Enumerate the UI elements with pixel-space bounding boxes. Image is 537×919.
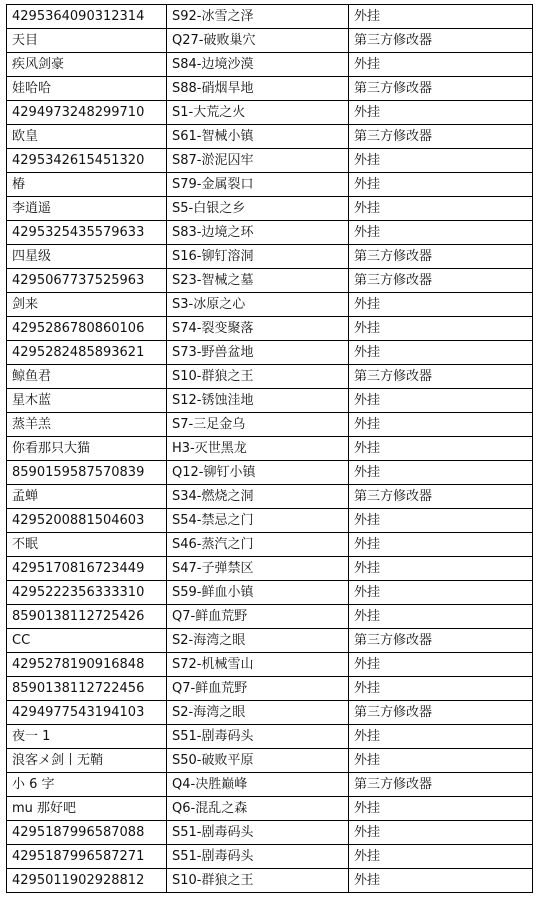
violation-type-cell: 第三方修改器 (349, 773, 533, 797)
player-name-cell: 4295342615451320 (7, 149, 167, 173)
table-row (7, 653, 533, 677)
player-name-cell: 8590138112725426 (7, 605, 167, 629)
player-name-cell: 四星级 (7, 245, 167, 269)
server-cell: S10-群狼之王 (167, 365, 349, 389)
player-name-cell: 4295187996587271 (7, 845, 167, 869)
server-cell: S46-蒸汽之门 (167, 533, 349, 557)
player-name-cell: 4295364090312314 (7, 5, 167, 29)
player-name-cell: 4295011902928812 (7, 869, 167, 893)
table-row (7, 797, 533, 821)
table-row (7, 413, 533, 437)
table-row (7, 509, 533, 533)
table-row (7, 77, 533, 101)
server-cell: S74-裂变聚落 (167, 317, 349, 341)
player-name-cell: 不眠 (7, 533, 167, 557)
player-name-cell: 小 6 字 (7, 773, 167, 797)
table-row (7, 557, 533, 581)
server-cell: S50-破败平原 (167, 749, 349, 773)
table-row (7, 269, 533, 293)
server-cell: S23-智械之墓 (167, 269, 349, 293)
violation-type-cell: 外挂 (349, 605, 533, 629)
violation-type-cell: 外挂 (349, 461, 533, 485)
table-row (7, 293, 533, 317)
table-row (7, 749, 533, 773)
violation-type-cell: 外挂 (349, 581, 533, 605)
table-row (7, 53, 533, 77)
violation-type-cell: 外挂 (349, 725, 533, 749)
table-row (7, 773, 533, 797)
table-row (7, 701, 533, 725)
player-name-cell: 鲸鱼君 (7, 365, 167, 389)
player-name-cell: 4295200881504603 (7, 509, 167, 533)
server-cell: H3-灭世黑龙 (167, 437, 349, 461)
violation-type-cell: 第三方修改器 (349, 701, 533, 725)
player-name-cell: 星木蓝 (7, 389, 167, 413)
player-name-cell: 4295282485893621 (7, 341, 167, 365)
violation-type-cell: 外挂 (349, 557, 533, 581)
violation-type-cell: 外挂 (349, 221, 533, 245)
violation-type-cell: 第三方修改器 (349, 485, 533, 509)
table-row (7, 605, 533, 629)
violation-type-cell: 外挂 (349, 533, 533, 557)
server-cell: S61-智械小镇 (167, 125, 349, 149)
table-row (7, 197, 533, 221)
player-name-cell: 夜一 1 (7, 725, 167, 749)
table-row (7, 533, 533, 557)
table-row (7, 365, 533, 389)
violation-type-cell: 外挂 (349, 173, 533, 197)
table-row (7, 461, 533, 485)
violation-type-cell: 外挂 (349, 797, 533, 821)
table-row (7, 389, 533, 413)
table-row (7, 149, 533, 173)
player-name-cell: 疾风剑豪 (7, 53, 167, 77)
violation-type-cell: 外挂 (349, 53, 533, 77)
violation-type-cell: 外挂 (349, 749, 533, 773)
table-row (7, 821, 533, 845)
table-body (7, 5, 533, 893)
violation-type-cell: 外挂 (349, 149, 533, 173)
table-row (7, 5, 533, 29)
player-name-cell: 8590138112722456 (7, 677, 167, 701)
player-name-cell: 娃哈哈 (7, 77, 167, 101)
violation-type-cell: 第三方修改器 (349, 245, 533, 269)
violation-type-cell: 第三方修改器 (349, 365, 533, 389)
player-name-cell: 4294977543194103 (7, 701, 167, 725)
table-row (7, 221, 533, 245)
table-row (7, 869, 533, 893)
violation-type-cell: 外挂 (349, 341, 533, 365)
violation-type-cell: 外挂 (349, 653, 533, 677)
table-row (7, 317, 533, 341)
table-row (7, 125, 533, 149)
server-cell: Q4-决胜巅峰 (167, 773, 349, 797)
violation-type-cell: 第三方修改器 (349, 125, 533, 149)
player-name-cell: 4295278190916848 (7, 653, 167, 677)
server-cell: S51-剧毒码头 (167, 725, 349, 749)
server-cell: Q12-铆钉小镇 (167, 461, 349, 485)
table-row (7, 245, 533, 269)
server-cell: S1-大荒之火 (167, 101, 349, 125)
server-cell: S5-白银之乡 (167, 197, 349, 221)
table-row (7, 581, 533, 605)
server-cell: S92-冰雪之泽 (167, 5, 349, 29)
server-cell: S2-海湾之眼 (167, 629, 349, 653)
table-row (7, 725, 533, 749)
server-cell: S34-燃烧之洞 (167, 485, 349, 509)
player-name-cell: 4295170816723449 (7, 557, 167, 581)
server-cell: S2-海湾之眼 (167, 701, 349, 725)
table-row (7, 437, 533, 461)
player-name-cell: 4295222356333310 (7, 581, 167, 605)
player-name-cell: 孟蝉 (7, 485, 167, 509)
player-name-cell: 椿 (7, 173, 167, 197)
server-cell: S87-淤泥囚牢 (167, 149, 349, 173)
violation-type-cell: 外挂 (349, 101, 533, 125)
player-name-cell: 8590159587570839 (7, 461, 167, 485)
server-cell: S72-机械雪山 (167, 653, 349, 677)
violation-type-cell: 外挂 (349, 5, 533, 29)
violation-type-cell: 外挂 (349, 389, 533, 413)
server-cell: S84-边境沙漠 (167, 53, 349, 77)
player-name-cell: 4295187996587088 (7, 821, 167, 845)
violation-type-cell: 外挂 (349, 845, 533, 869)
server-cell: S83-边境之环 (167, 221, 349, 245)
table-row (7, 29, 533, 53)
player-name-cell: 剑来 (7, 293, 167, 317)
violation-type-cell: 外挂 (349, 293, 533, 317)
server-cell: Q7-鲜血荒野 (167, 677, 349, 701)
player-name-cell: 你看那只大猫 (7, 437, 167, 461)
player-name-cell: 李逍遥 (7, 197, 167, 221)
player-name-cell: 4294973248299710 (7, 101, 167, 125)
server-cell: Q6-混乱之森 (167, 797, 349, 821)
violation-type-cell: 外挂 (349, 317, 533, 341)
player-name-cell: 4295067737525963 (7, 269, 167, 293)
player-name-cell: 蒸羊羔 (7, 413, 167, 437)
server-cell: S12-锈蚀洼地 (167, 389, 349, 413)
player-name-cell: 欧皇 (7, 125, 167, 149)
violation-type-cell: 外挂 (349, 509, 533, 533)
table-row (7, 677, 533, 701)
violation-type-cell: 外挂 (349, 197, 533, 221)
server-cell: Q27-破败巢穴 (167, 29, 349, 53)
table-row (7, 173, 533, 197)
violation-type-cell: 外挂 (349, 437, 533, 461)
violation-type-cell: 外挂 (349, 869, 533, 893)
violation-type-cell: 外挂 (349, 677, 533, 701)
report-table-container (6, 4, 533, 893)
player-name-cell: 天目 (7, 29, 167, 53)
server-cell: S3-冰原之心 (167, 293, 349, 317)
server-cell: S47-子弹禁区 (167, 557, 349, 581)
server-cell: S73-野兽盆地 (167, 341, 349, 365)
server-cell: Q7-鲜血荒野 (167, 605, 349, 629)
player-name-cell: 4295325435579633 (7, 221, 167, 245)
violation-type-cell: 第三方修改器 (349, 77, 533, 101)
player-name-cell: mu 那好吧 (7, 797, 167, 821)
violation-type-cell: 第三方修改器 (349, 29, 533, 53)
table-row (7, 845, 533, 869)
table-row (7, 101, 533, 125)
player-name-cell: 4295286780860106 (7, 317, 167, 341)
server-cell: S59-鲜血小镇 (167, 581, 349, 605)
violation-type-cell: 第三方修改器 (349, 269, 533, 293)
violation-type-cell: 外挂 (349, 821, 533, 845)
table-row (7, 341, 533, 365)
player-name-cell: 浪客メ剑丨无鞘 (7, 749, 167, 773)
server-cell: S51-剧毒码头 (167, 821, 349, 845)
player-name-cell: CC (7, 629, 167, 653)
server-cell: S88-硝烟旱地 (167, 77, 349, 101)
violation-type-cell: 第三方修改器 (349, 629, 533, 653)
ban-list-table (6, 4, 533, 893)
server-cell: S16-铆钉溶洞 (167, 245, 349, 269)
server-cell: S54-禁忌之门 (167, 509, 349, 533)
table-row (7, 485, 533, 509)
violation-type-cell: 外挂 (349, 413, 533, 437)
server-cell: S79-金属裂口 (167, 173, 349, 197)
server-cell: S51-剧毒码头 (167, 845, 349, 869)
server-cell: S7-三足金乌 (167, 413, 349, 437)
table-row (7, 629, 533, 653)
server-cell: S10-群狼之王 (167, 869, 349, 893)
